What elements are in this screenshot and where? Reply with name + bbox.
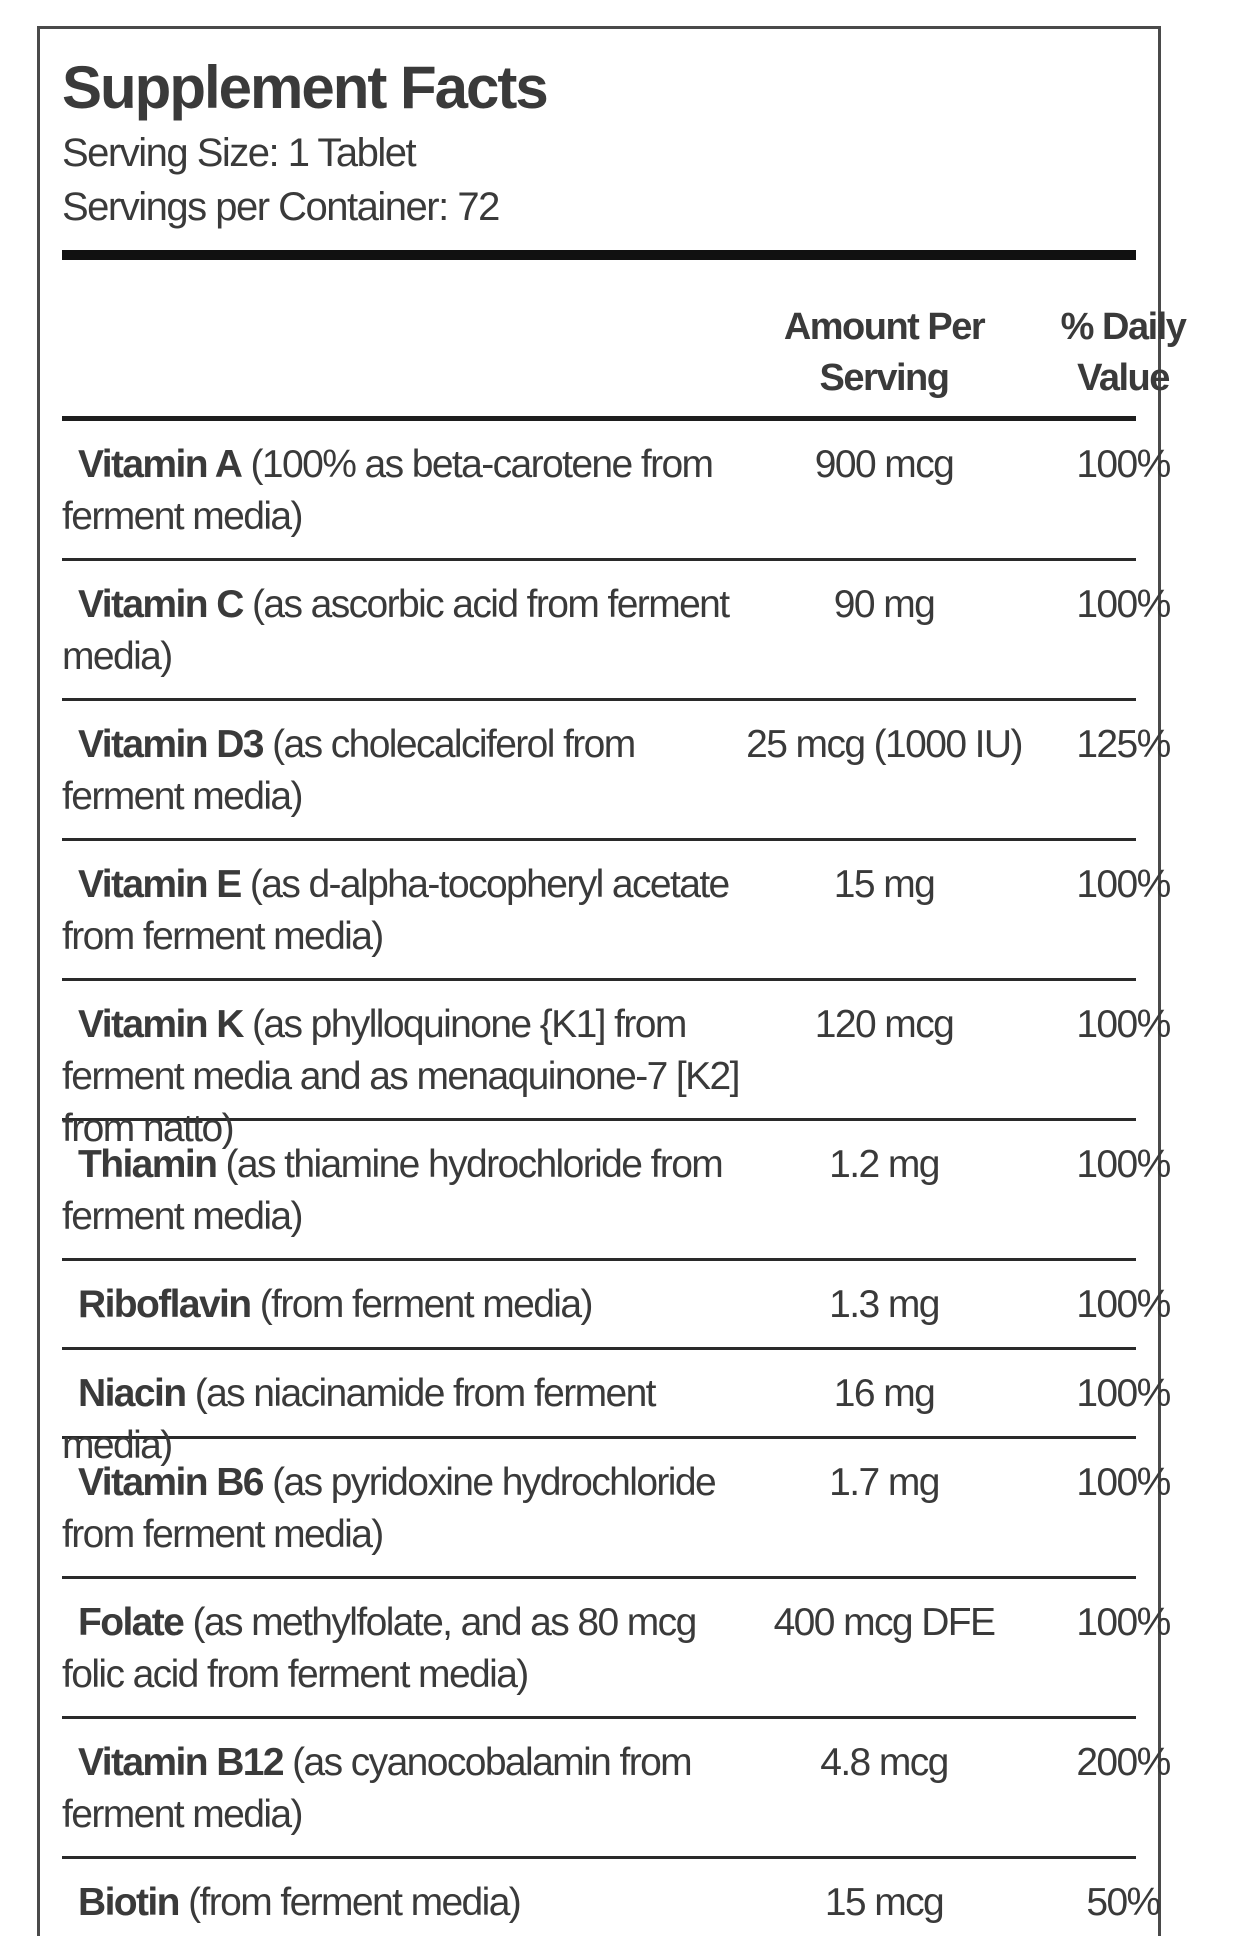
panel-title: Supplement Facts bbox=[62, 54, 547, 121]
nutrient-description bbox=[62, 1457, 752, 1561]
nutrient-daily-value: 100% bbox=[1076, 1461, 1170, 1504]
nutrient-amount: 15 mcg bbox=[824, 1881, 944, 1924]
nutrient-name: Vitamin D3 bbox=[78, 723, 263, 766]
nutrient-daily-value: 125% bbox=[1076, 723, 1170, 766]
table-row bbox=[62, 421, 1170, 561]
nutrient-daily-value: 100% bbox=[1076, 1003, 1170, 1046]
nutrient-amount: 15 mg bbox=[833, 863, 935, 906]
nutrient-source: (as niacinamide from ferment media) bbox=[62, 1372, 655, 1467]
nutrient-amount: 400 mcg DFE bbox=[773, 1601, 995, 1644]
nutrient-name: Vitamin A bbox=[78, 443, 242, 486]
thick-divider bbox=[62, 250, 1136, 260]
nutrient-description bbox=[62, 1737, 752, 1841]
table-row bbox=[62, 1719, 1170, 1859]
nutrient-source: (100% as beta-carotene from ferment media) bbox=[62, 443, 713, 538]
nutrient-name: Vitamin C bbox=[78, 583, 243, 626]
table-row bbox=[62, 701, 1170, 841]
table-row bbox=[62, 1261, 1170, 1350]
nutrient-source: (as thiamine hydrochloride from ferment media) bbox=[62, 1143, 723, 1238]
nutrient-name: Vitamin B6 bbox=[78, 1461, 263, 1504]
nutrient-daily-value: 100% bbox=[1076, 1601, 1170, 1644]
nutrient-name: Vitamin K bbox=[78, 1003, 243, 1046]
table-row bbox=[62, 841, 1170, 981]
header-dv-line2: Value bbox=[1077, 357, 1169, 399]
nutrient-name: Vitamin E bbox=[78, 863, 241, 906]
nutrient-source: (from ferment media) bbox=[250, 1283, 592, 1326]
panel-content bbox=[62, 29, 1186, 1936]
nutrient-amount: 25 mcg (1000 IU) bbox=[746, 723, 1022, 766]
table-row bbox=[62, 561, 1170, 701]
header-daily-value bbox=[1004, 302, 1240, 404]
nutrient-source: (as methylfolate, and as 80 mcg folic acid from ferment media) bbox=[62, 1601, 696, 1696]
nutrient-source: (as pyridoxine hydrochloride from ferment media) bbox=[62, 1461, 716, 1556]
nutrient-description bbox=[62, 1877, 752, 1929]
serving-size: Serving Size: 1 Tablet bbox=[62, 131, 416, 175]
header-amount-line1: Amount Per bbox=[783, 306, 985, 348]
nutrient-description bbox=[62, 1597, 752, 1701]
nutrient-description bbox=[62, 439, 752, 543]
table-row bbox=[62, 1579, 1170, 1719]
nutrient-source: (as d-alpha-tocopheryl acetate from ferment media) bbox=[62, 863, 729, 958]
nutrient-daily-value: 100% bbox=[1076, 1372, 1170, 1415]
nutrient-amount: 1.3 mg bbox=[829, 1283, 939, 1326]
nutrient-description bbox=[62, 1139, 752, 1243]
nutrient-daily-value: 100% bbox=[1076, 1283, 1170, 1326]
nutrient-daily-value: 100% bbox=[1076, 443, 1170, 486]
nutrient-source: (from ferment media) bbox=[178, 1881, 521, 1924]
nutrient-amount: 16 mg bbox=[833, 1372, 935, 1415]
nutrient-name: Thiamin bbox=[78, 1143, 217, 1186]
nutrient-name: Niacin bbox=[78, 1372, 186, 1415]
nutrient-daily-value: 100% bbox=[1076, 863, 1170, 906]
table-header bbox=[62, 260, 1186, 416]
header-amount-per-serving bbox=[719, 302, 1049, 404]
nutrient-description bbox=[62, 579, 752, 683]
nutrient-amount: 90 mg bbox=[833, 583, 935, 626]
nutrient-amount: 1.2 mg bbox=[829, 1143, 939, 1186]
table-row bbox=[62, 1121, 1170, 1261]
table-row bbox=[62, 1859, 1160, 1949]
nutrient-description bbox=[62, 859, 752, 963]
header-dv-line1: % Daily bbox=[1060, 306, 1186, 348]
nutrient-name: Biotin bbox=[78, 1881, 179, 1924]
nutrient-daily-value: 200% bbox=[1076, 1741, 1170, 1784]
nutrient-amount: 120 mcg bbox=[814, 1003, 954, 1046]
nutrient-amount: 900 mcg bbox=[814, 443, 954, 486]
nutrient-source: (as ascorbic acid from ferment media) bbox=[62, 583, 729, 678]
nutrient-description bbox=[62, 719, 752, 823]
table-row bbox=[62, 1439, 1170, 1579]
nutrient-daily-value: 100% bbox=[1076, 583, 1170, 626]
table-row bbox=[62, 981, 1170, 1150]
supplement-facts-panel bbox=[37, 26, 1186, 1936]
nutrient-name: Folate bbox=[78, 1601, 184, 1644]
servings-per-container: Servings per Container: 72 bbox=[62, 185, 499, 229]
header-amount-line2: Serving bbox=[819, 357, 949, 399]
nutrient-daily-value: 100% bbox=[1076, 1143, 1170, 1186]
nutrient-amount: 1.7 mg bbox=[829, 1461, 939, 1504]
nutrient-source: (as cyanocobalamin from ferment media) bbox=[62, 1741, 692, 1836]
nutrient-rows bbox=[62, 421, 1170, 1949]
nutrient-description bbox=[62, 1279, 752, 1331]
nutrient-source: (as cholecalciferol from ferment media) bbox=[62, 723, 635, 818]
nutrient-source: (as phylloquinone {K1] from ferment media and as menaquinone-7 [K2] from natto) bbox=[62, 1003, 739, 1150]
nutrient-name: Riboflavin bbox=[78, 1283, 251, 1326]
nutrient-amount: 4.8 mcg bbox=[820, 1741, 948, 1784]
nutrient-daily-value: 50% bbox=[1086, 1881, 1160, 1924]
table-row bbox=[62, 1350, 1170, 1467]
nutrient-name: Vitamin B12 bbox=[78, 1741, 283, 1784]
